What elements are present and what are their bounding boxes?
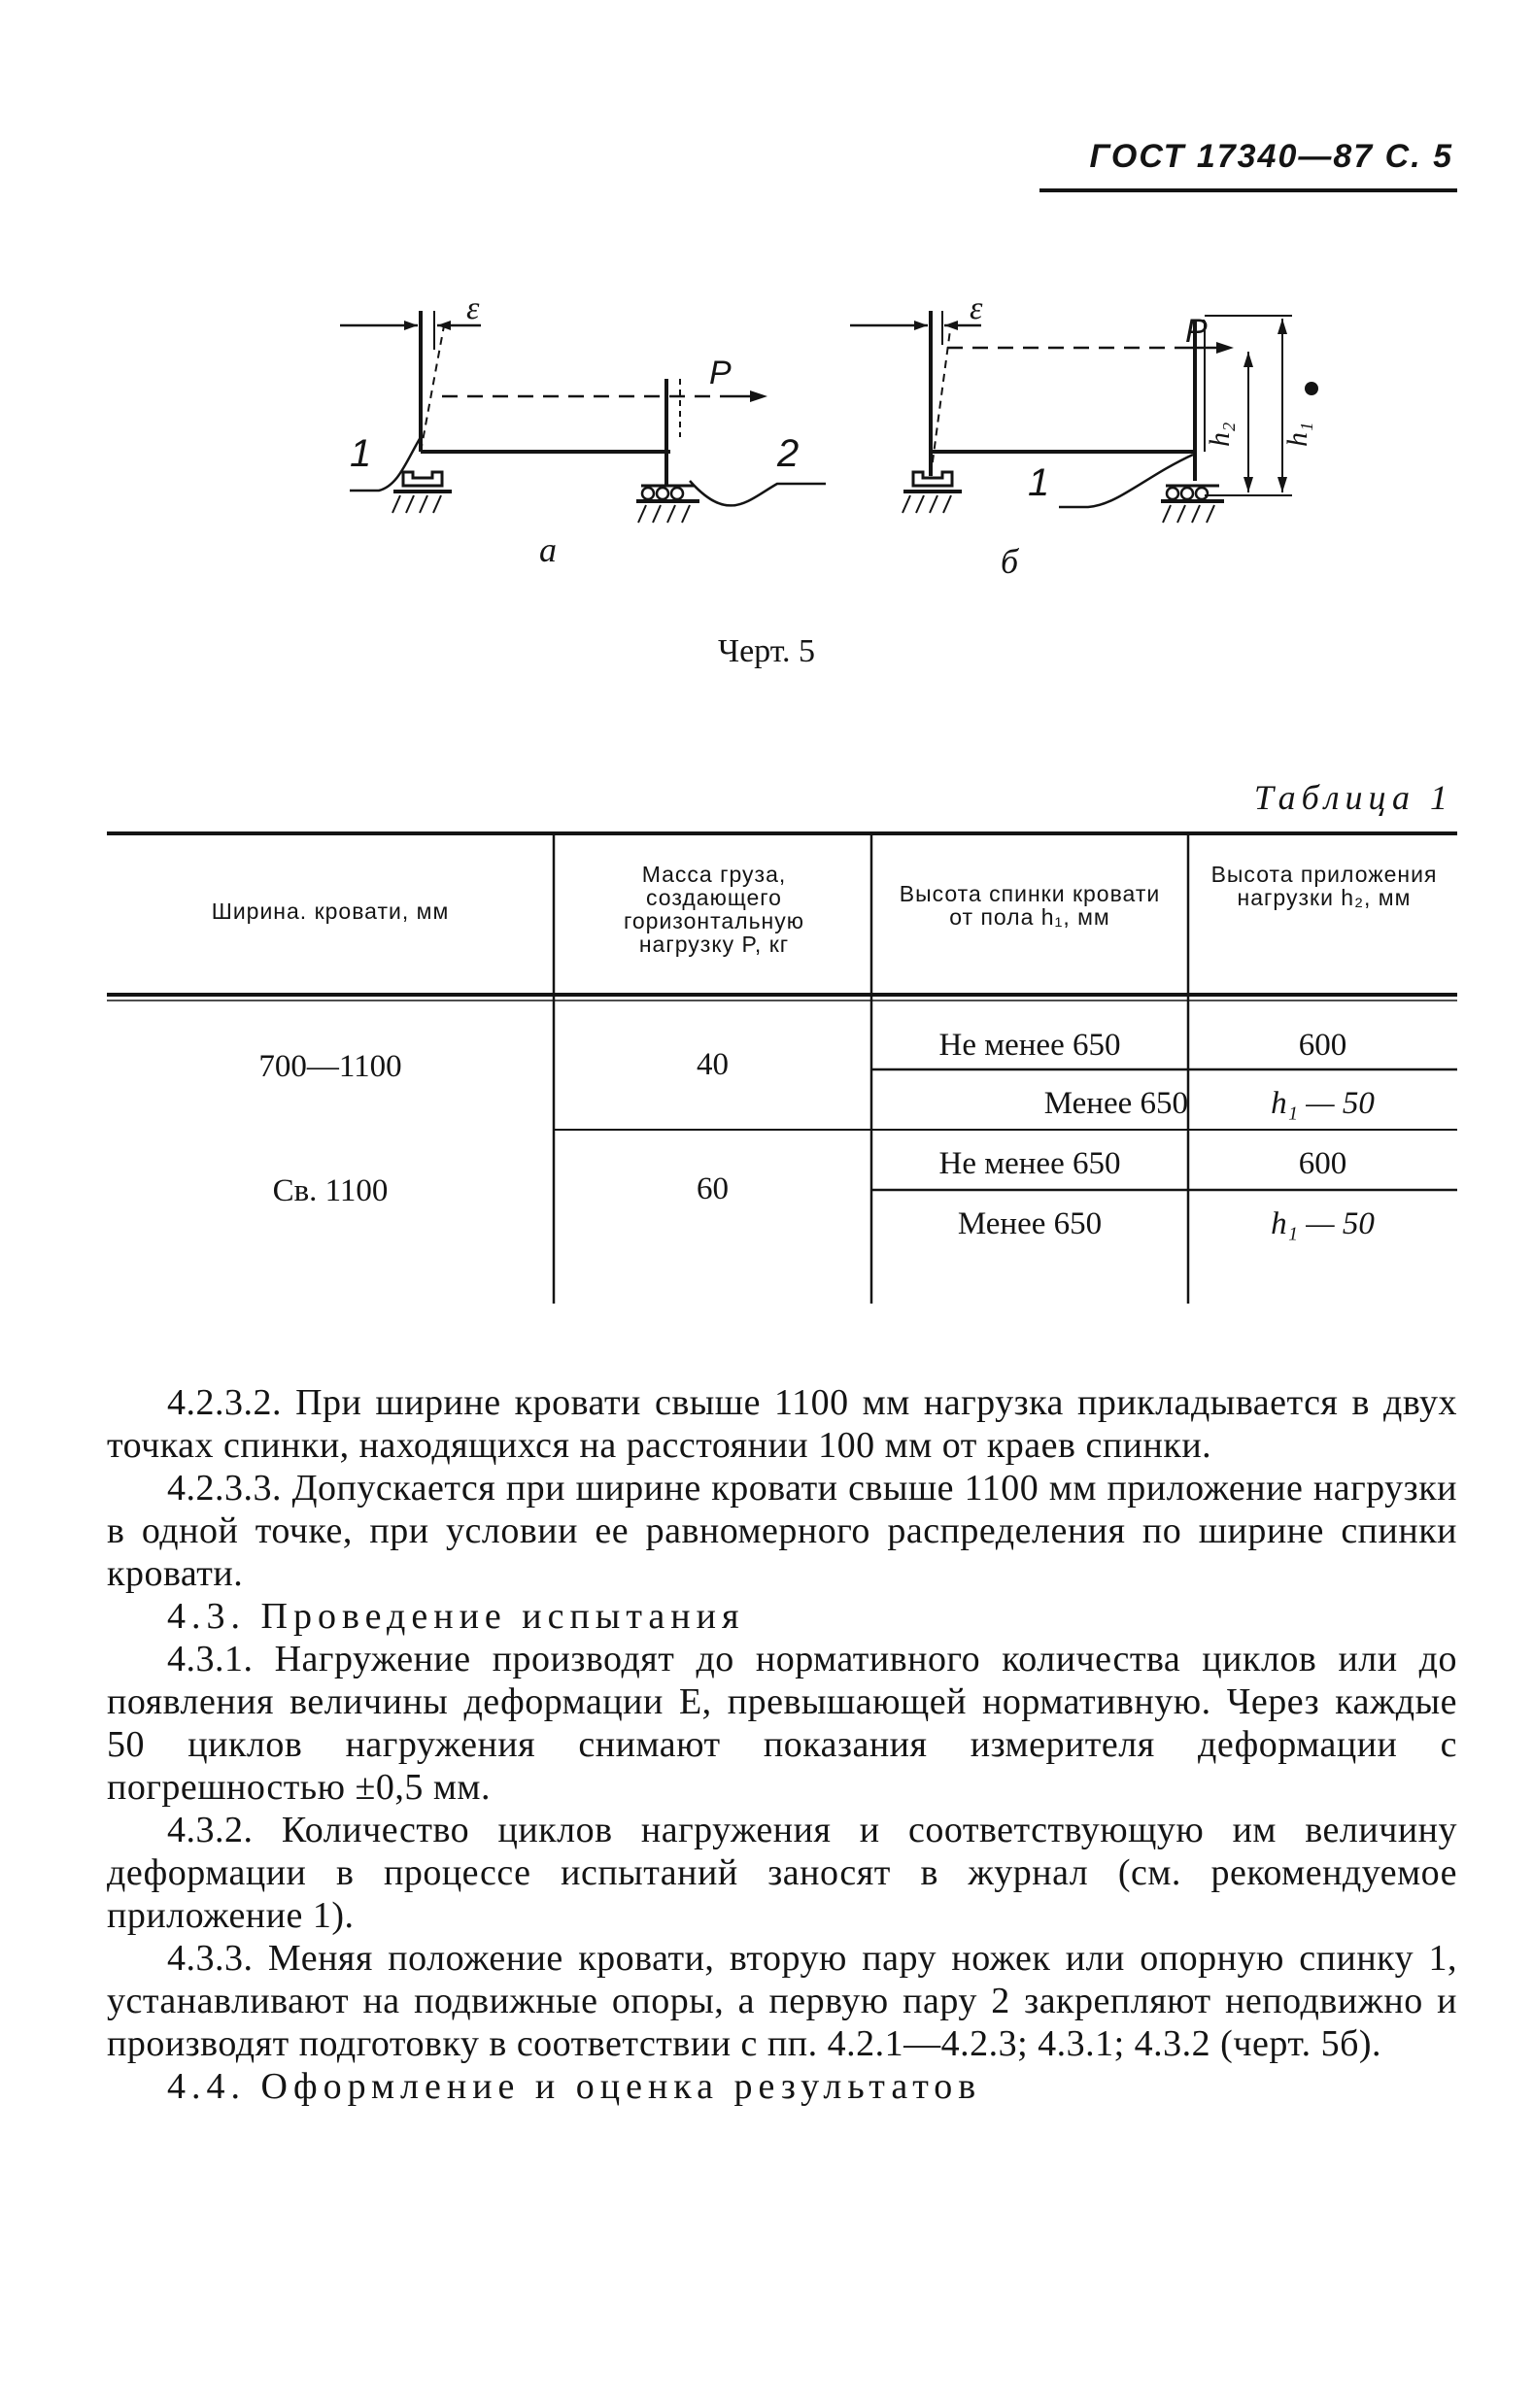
row1b-height: Менее 650 (1043, 1086, 1188, 1121)
paragraph-4-3-3: 4.3.3. Меняя положение кровати, вторую пару ножек или опорную спинку 1, устанавливают на подвижные опоры, а первую пару 2 закрепляют неподвижно и производят подготовку в соответствии с пп. 4.2.1—4.2.3; 4.3.1; 4.3.2 (черт. 5б). (107, 1938, 1457, 2064)
label-h2: h₂ (1204, 422, 1236, 447)
label-1-right: 1 (1028, 461, 1050, 504)
row1a-apply: 600 (1298, 1028, 1347, 1063)
table-header-height: Высота спинки кровати от пола h₁, мм (899, 881, 1161, 930)
row1a-height: Не менее 650 (938, 1028, 1121, 1063)
drawing-5 (321, 291, 1341, 593)
table-title: Таблица 1 (1253, 778, 1453, 817)
section-heading-4-3: 4.3. Проведение испытания (167, 1596, 745, 1637)
body-text (107, 1381, 1457, 2108)
row1b-apply: h₁ — 50 (1271, 1086, 1375, 1121)
label-p-a: P (709, 355, 732, 391)
label-sub-a: а (539, 530, 557, 569)
table-header-width: Ширина. кровати, мм (211, 899, 450, 924)
label-e-b: ε (970, 291, 983, 326)
label-sub-b: б (1001, 542, 1019, 581)
paragraph-4-2-3-3: 4.2.3.3. Допускается при ширине кровати свыше 1100 мм приложение нагрузки в одной точке, при условии ее равномерного распределения по ширине спинки кровати. (107, 1468, 1457, 1594)
document-header: ГОСТ 17340—87 С. 5 (1089, 138, 1453, 175)
figure-caption: Черт. 5 (717, 633, 816, 669)
row2-mass: 60 (697, 1171, 729, 1206)
row1-mass: 40 (697, 1047, 729, 1082)
row2a-height: Не менее 650 (938, 1146, 1121, 1181)
paragraph-4-2-3-2: 4.2.3.2. При ширине кровати свыше 1100 мм нагрузка прикладывается в двух точках спинки, находящихся на расстоянии 100 мм от краев спинки. (107, 1382, 1457, 1466)
row2b-height: Менее 650 (957, 1206, 1103, 1241)
section-heading-4-4: 4.4. Оформление и оценка результатов (167, 2066, 982, 2107)
header-rule (1039, 188, 1457, 192)
label-2: 2 (777, 432, 800, 475)
row2-width: Св. 1100 (272, 1173, 389, 1208)
label-h1: h₁ (1281, 422, 1313, 447)
row2a-apply: 600 (1298, 1146, 1347, 1181)
label-1-left: 1 (350, 432, 372, 475)
table-header-mass: Масса груза, создающего горизонтальную нагрузку P, кг (623, 862, 805, 957)
row2b-apply: h₁ — 50 (1271, 1206, 1375, 1241)
paragraph-4-3-2: 4.3.2. Количество циклов нагружения и соответствующую им величину деформации в процессе испытаний заносят в журнал (см. рекомендуемое приложение 1). (107, 1810, 1457, 1936)
table-1 (107, 826, 1457, 1311)
row1-width: 700—1100 (258, 1049, 402, 1084)
paragraph-4-3-1: 4.3.1. Нагружение производят до нормативного количества циклов или до появления величины деформации Е, превышающей нормативную. Через каждые 50 циклов нагружения снимают показания измерителя деформации с погрешностью ±0,5 мм. (107, 1639, 1457, 1808)
label-p-b: P (1185, 313, 1208, 350)
label-e-a: ε (466, 291, 480, 326)
table-header-apply: Высота приложения нагрузки h₂, мм (1210, 862, 1438, 910)
